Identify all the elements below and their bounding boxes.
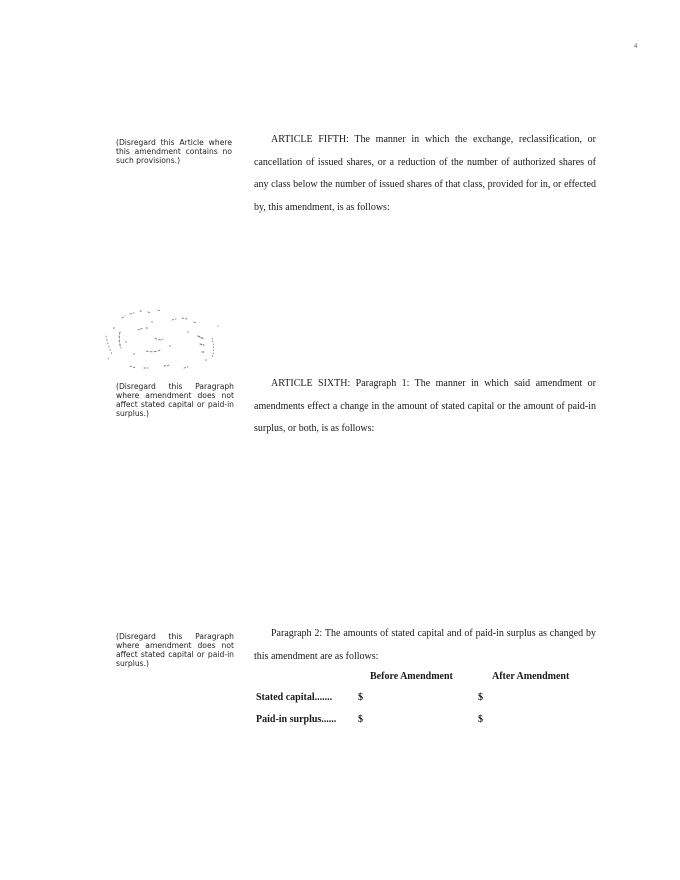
margin-note-article-fifth: (Disregard this Article where this amendment contains no such provisions.): [116, 138, 232, 165]
page-mark: 4: [634, 44, 638, 50]
header-before-amendment: Before Amendment: [370, 671, 453, 682]
paragraph-two-text: Paragraph 2: The amounts of stated capital and of paid-in surplus as changed by this amendment are as follows:: [254, 628, 596, 662]
stated-capital-label: Stated capital.......: [256, 692, 333, 703]
margin-note-paragraph-two: (Disregard this Paragraph where amendment does not affect stated capital or paid-in surplus.): [116, 632, 234, 668]
article-fifth-paragraph: [254, 129, 596, 219]
stated-capital-after-value: $: [478, 692, 483, 703]
paid-in-surplus-after-value: $: [478, 714, 483, 725]
paid-in-surplus-before-value: $: [358, 714, 363, 725]
faded-seal-stamp: [100, 308, 224, 374]
header-after-amendment: After Amendment: [492, 671, 570, 682]
paid-in-surplus-label: Paid-in surplus......: [256, 714, 337, 725]
paragraph-two: [254, 623, 596, 668]
stated-capital-before-value: $: [358, 692, 363, 703]
article-sixth-paragraph: [254, 373, 596, 441]
paid-in-surplus-row: [256, 714, 596, 730]
article-sixth-text: ARTICLE SIXTH: Paragraph 1: The manner in which said amendment or amendments effect a change in the amount of stated capital or the amount of paid-in surplus, or both, is as follows:: [254, 378, 596, 434]
margin-note-article-sixth: (Disregard this Paragraph where amendment does not affect stated capital or paid-in surplus.): [116, 382, 234, 418]
article-fifth-text: ARTICLE FIFTH: The manner in which the exchange, reclassification, or cancellation of issued shares, or a reduction of the number of authorized shares of any class below the number of issued shares of that class, provided for in, or effected by, this amendment, is as follows:: [254, 134, 596, 213]
stated-capital-row: [256, 692, 596, 708]
